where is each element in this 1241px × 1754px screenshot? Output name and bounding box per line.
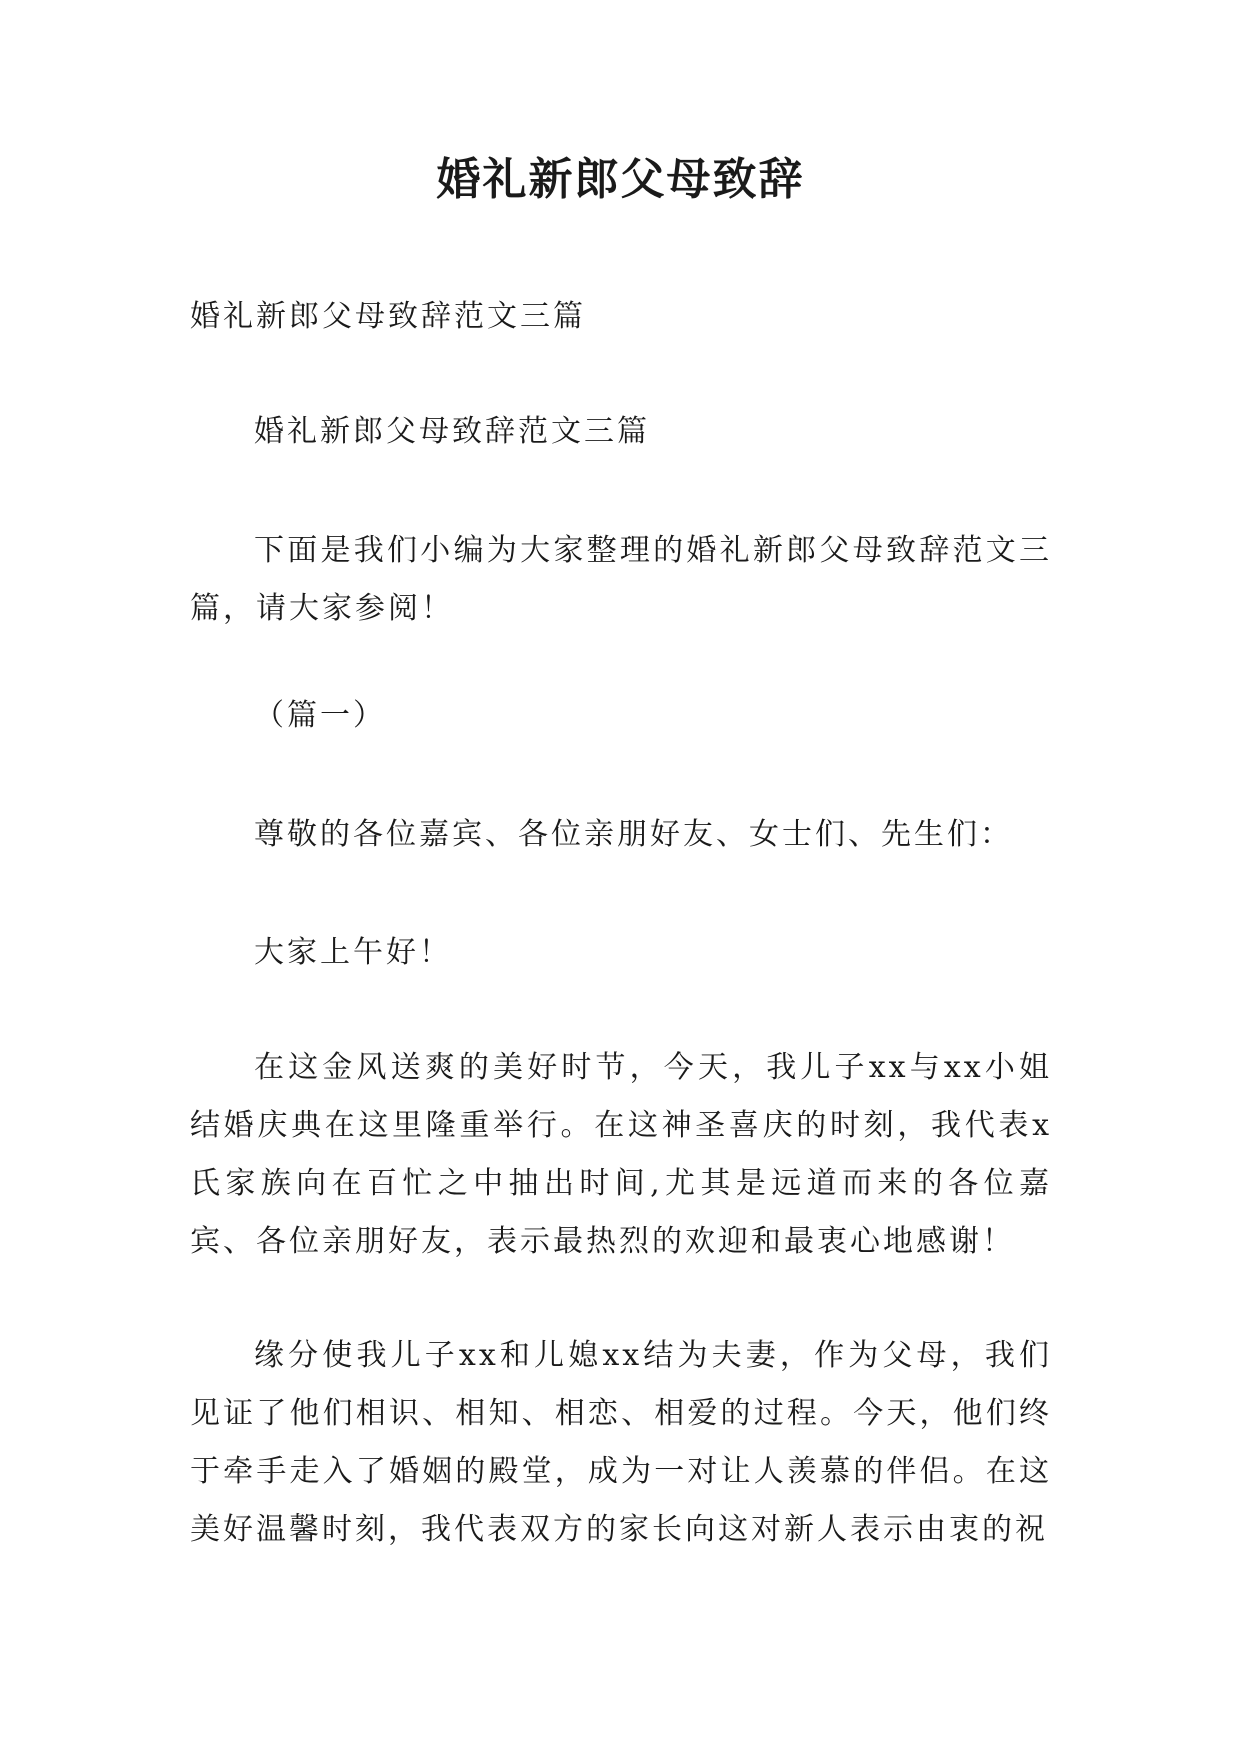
paragraph: 婚礼新郎父母致辞范文三篇: [254, 414, 650, 449]
paragraph: 缘分使我儿子xx和儿媳xx结为夫妻，作为父母，我们见证了他们相识、相知、相恋、相爱的过程。今天，他们终于牵手走入了婚姻的殿堂，成为一对让人羡慕的伴侣。在这美好温馨时刻，我代表双方的家长向这对新人表示由衷的祝: [190, 1338, 1052, 1547]
paragraph: 下面是我们小编为大家整理的婚礼新郎父母致辞范文三篇，请大家参阅！: [190, 533, 1052, 626]
document-title: 婚礼新郎父母致辞: [436, 154, 805, 205]
document-subtitle: 婚礼新郎父母致辞范文三篇: [190, 299, 586, 334]
paragraph: 在这金风送爽的美好时节，今天，我儿子xx与xx小姐结婚庆典在这里隆重举行。在这神圣喜庆的时刻，我代表x氏家族向在百忙之中抽出时间,尤其是远道而来的各位嘉宾、各位亲朋好友，表示最热烈的欢迎和最衷心地感谢！: [190, 1050, 1052, 1259]
paragraph: （篇一）: [254, 698, 386, 733]
paragraph: 大家上午好！: [254, 935, 452, 970]
paragraph: 尊敬的各位嘉宾、各位亲朋好友、女士们、先生们：: [254, 817, 1013, 852]
